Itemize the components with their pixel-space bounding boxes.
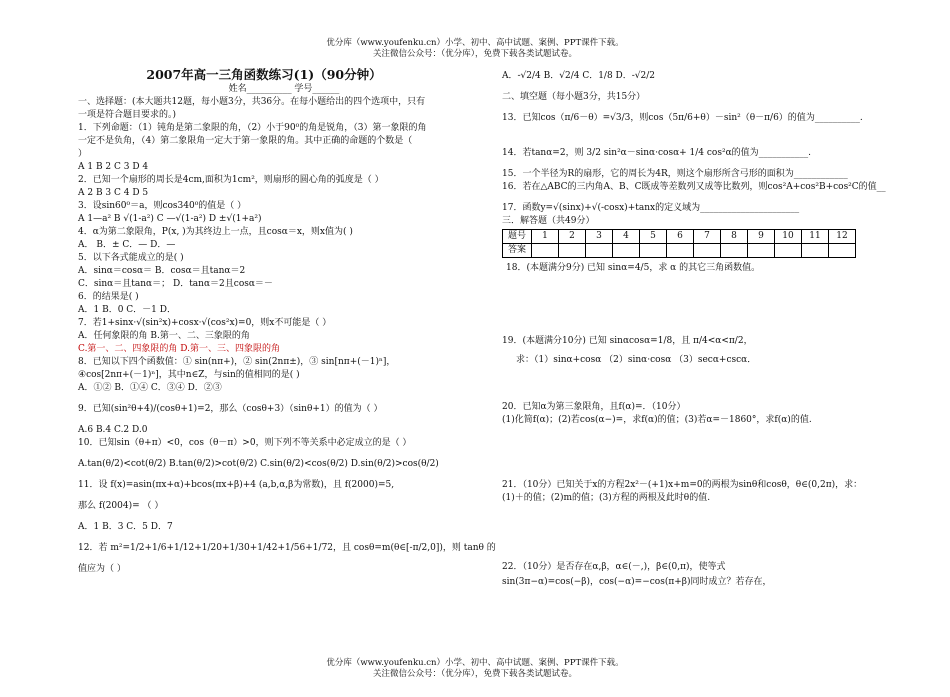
question-6-options: A．1 B．0 C．－1 D． (78, 305, 176, 315)
answer-table-number-cell: 4 (613, 230, 640, 244)
question-9: 9．已知(sin²θ+4)/(cosθ+1)=2，那么（cosθ+3）（sinθ+1）的值为（ ） (78, 404, 383, 414)
question-7-options-ab: A．任何象限的角 B.第一、二、三象限的角 (78, 331, 250, 341)
left-column (78, 67, 496, 576)
question-9-options: A.6 B.4 C.2 D.0 (78, 425, 148, 435)
answer-cell[interactable] (802, 244, 829, 258)
question-15: 15．一个半径为R的扇形，它的周长为4R，则这个扇形所含弓形的面积为____________ (502, 169, 848, 179)
question-12-line-2: 值应为（ ） (78, 564, 126, 574)
question-18: 18．(本题满分9分) 已知 sinα=4/5，求 α 的其它三角函数值。 (506, 263, 761, 273)
section-1-intro-2: 一项是符合题目要求的。) (78, 110, 177, 120)
answer-table-number-label: 题号 (503, 230, 532, 244)
question-2: 2．已知一个扇形的周长是4cm,面积为1cm²，则扇形的圆心角的弧度是（ ） (78, 175, 384, 185)
page-title: 2007年高一三角函数练习(1)（90分钟） (146, 67, 382, 82)
question-19-parts: 求：（1）sinα+cosα （2）sinα·cosα （3）secα+cscα． (516, 355, 757, 365)
answer-table-number-cell: 8 (721, 230, 748, 244)
question-6: 6．的结果是( ) (78, 292, 139, 302)
question-3: 3．设sin60⁰＝a，则cos340⁰的值是（ ） (78, 201, 247, 211)
name-line: 姓名__________ 学号______ (228, 84, 340, 94)
answer-cell[interactable] (694, 244, 721, 258)
question-10-options: A.tan(θ/2)<cot(θ/2) B.tan(θ/2)>cot(θ/2) C.sin(θ/2)<cos(θ/2) D.sin(θ/2)>cos(θ/2) (78, 459, 439, 469)
answer-cell[interactable] (775, 244, 802, 258)
answer-table-number-cell: 7 (694, 230, 721, 244)
question-13: 13．已知cos（π/6－θ）=√3/3，则cos（5π/6+θ）－sin²（θ－π/6）的值为__________. (502, 113, 863, 123)
question-5-options-cd: C．sinα＝且tanα＝； D．tanα＝2且cosα＝－ (78, 279, 273, 289)
answer-table-number-cell: 3 (586, 230, 613, 244)
header-line-2: 关注微信公众号：（优分库），免费下载各类试题试卷。 (372, 49, 577, 59)
question-4: 4．α为第二象限角，P(x, )为其终边上一点，且cosα＝x，则x值为( ) (78, 227, 353, 237)
question-7: 7．若1+sinx·√(sin²x)+cosx·√(cos²x)=0，则x不可能是（ ） (78, 318, 332, 328)
answer-cell[interactable] (613, 244, 640, 258)
answer-cell[interactable] (748, 244, 775, 258)
footer-line-1: 优分库（www.youfenku.cn）小学、初中、高中试题、案例、PPT课件下载。 (326, 658, 624, 668)
answer-table-answer-row (503, 244, 856, 258)
question-5: 5．以下各式能成立的是( ) (78, 253, 184, 263)
answer-table-answer-label: 答案 (503, 244, 532, 258)
question-11-line-1: 11．设 f(x)=asin(πx+α)+bcos(πx+β)+4 (a,b,α,β为常数)，且 f(2000)=5, (78, 480, 395, 490)
answer-table-number-cell: 1 (532, 230, 559, 244)
question-2-options: A 2 B 3 C 4 D 5 (78, 188, 149, 198)
answer-table (502, 229, 856, 258)
answer-table-number-cell: 2 (559, 230, 586, 244)
question-22-line-2: sin(3π−α)=cos(−β)，cos(−α)=−cos(π+β)同时成立？若存在， (502, 577, 772, 587)
page-header (0, 38, 950, 60)
question-11-line-2: 那么 f(2004)= （ ） (78, 501, 164, 511)
question-5-options-ab: A．sinα＝cosα＝ B．cosα＝且tanα＝2 (78, 266, 246, 276)
question-14: 14．若tanα=2，则 3/2 sin²α－sinα·cosα+ 1/4 cos²α的值为___________. (502, 148, 812, 158)
question-7-options-cd: C.第一、二、四象限的角 D.第一、三、四象限的角 (78, 344, 281, 354)
question-12-options: A．-√2/4 B．√2/4 C．1/8 D．-√2/2 (502, 71, 656, 81)
question-16: 16．若在△ABC的三内角A、B、C既成等差数列又成等比数列，则cos²A+cos²B+cos²C的值__ (502, 182, 886, 192)
answer-table-number-cell: 11 (802, 230, 829, 244)
answer-cell[interactable] (532, 244, 559, 258)
answer-table-number-row (503, 230, 856, 244)
section-3-heading: 三．解答题（共49分） (502, 216, 595, 226)
question-1-options: A 1 B 2 C 3 D 4 (78, 162, 149, 172)
question-11-options: A．1 B．3 C．5 D．7 (78, 522, 173, 532)
question-19: 19．(本题满分10分) 已知 sinαcosα=1/8，且 π/4<α<π/2， (502, 336, 753, 346)
answer-cell[interactable] (640, 244, 667, 258)
footer-line-2: 关注微信公众号：（优分库），免费下载各类试题试卷。 (372, 669, 577, 679)
question-4-options: A． B．± C．— D．— (78, 240, 176, 250)
section-2-heading: 二、填空题（每小题3分，共15分） (502, 92, 646, 102)
right-column (502, 70, 894, 589)
question-12-line-1: 12．若 m²=1/2+1/6+1/12+1/20+1/30+1/42+1/56+1/72，且 cosθ=m(θ∈[-π/2,0])，则 tanθ 的 (78, 543, 496, 553)
question-3-options: A 1—a² B √(1-a²) C —√(1-a²) D ±√(1+a²) (78, 214, 262, 224)
question-10: 10．已知sin（θ+π）<0，cos（θ－π）>0，则下列不等关系中必定成立的是（ ） (78, 438, 412, 448)
answer-table-number-cell: 12 (829, 230, 856, 244)
question-1-line-1: 1．下列命题：（1）钝角是第二象限的角，（2）小于90⁰的角是锐角，（3）第一象限的角 (78, 123, 427, 133)
question-8-options: A．①② B．①④ C．③④ D．②③ (78, 383, 222, 393)
question-1-line-2: 一定不是负角，（4）第二象限角一定大于第一象限的角。其中正确的命题的个数是（ (78, 136, 413, 146)
question-8-line-1: 8．已知以下四个函数值：① sin(nπ+)，② sin(2nπ±)，③ sin[nπ+(－1)ⁿ]， (78, 357, 396, 367)
question-20-line-1: 20．已知α为第三象限角，且f(α)=．（10分） (502, 402, 686, 412)
answer-cell[interactable] (586, 244, 613, 258)
answer-cell[interactable] (667, 244, 694, 258)
answer-table-number-cell: 10 (775, 230, 802, 244)
question-8-line-2: ④cos[2nπ+(－1)ⁿ]，其中n∈Z，与sin的值相同的是( ) (78, 370, 300, 380)
question-20-line-2: (1)化简f(α)；(2)若cos(α−)=，求f(α)的值；(3)若α=－1860°，求f(α)的值. (502, 415, 812, 425)
answer-cell[interactable] (559, 244, 586, 258)
answer-table-number-cell: 5 (640, 230, 667, 244)
page-footer (0, 658, 950, 680)
question-21-line-1: 21．（10分）已知关于x的方程2x²－(+1)x+m=0的两根为sinθ和cosθ，θ∈(0,2π)，求： (502, 480, 863, 490)
question-17: 17．函数y=√(sinx)+√(-cosx)+tanx的定义域为______________________ (502, 203, 800, 213)
question-22-line-1: 22．（10分）是否存在α,β，α∈(－,)，β∈(0,π)，使等式 (502, 562, 726, 572)
question-21-line-2: (1)＋的值；(2)m的值；(3)方程的两根及此时θ的值. (502, 493, 711, 503)
answer-table-number-cell: 9 (748, 230, 775, 244)
question-1-line-3: ） (78, 149, 88, 159)
answer-cell[interactable] (721, 244, 748, 258)
header-line-1: 优分库（www.youfenku.cn）小学、初中、高中试题、案例、PPT课件下载。 (326, 38, 624, 48)
answer-table-number-cell: 6 (667, 230, 694, 244)
answer-cell[interactable] (829, 244, 856, 258)
section-1-intro: 一、选择题：(本大题共12题，每小题3分，共36分。在每小题给出的四个选项中，只有 (78, 97, 426, 107)
